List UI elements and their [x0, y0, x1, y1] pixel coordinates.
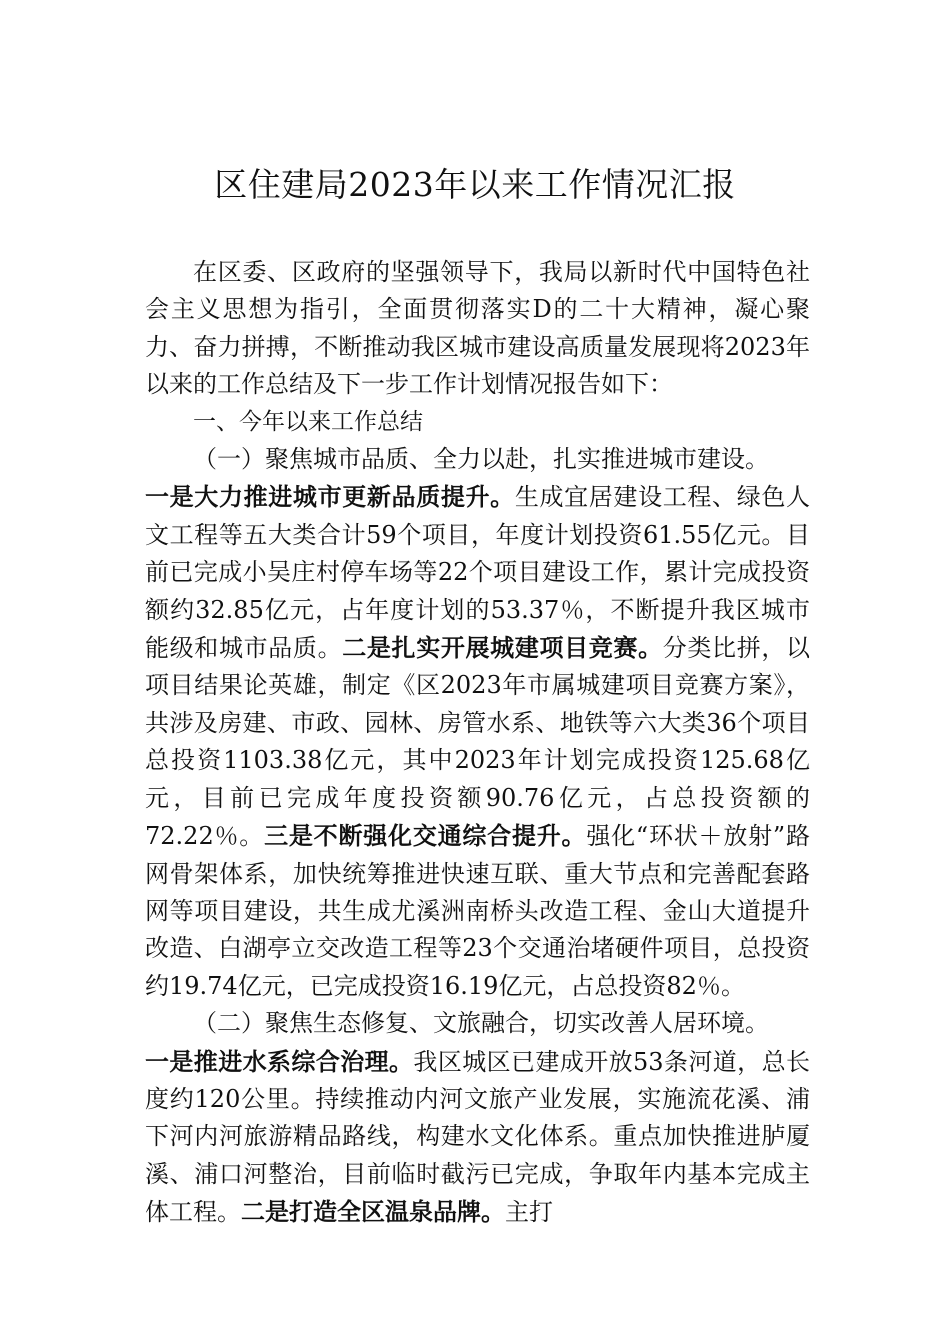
paragraph-text: 生成宜居建设工程、绿色人文工程等五大类合计59个项目，年度计划投资61.55亿元。目前已完成小吴庄村停车场等22个项目建设工作，累计完成投资额约32.85亿元，占年度计划的53.37％，不断提升我区城市能级和城市品质。 [145, 483, 811, 663]
paragraph-text: 分类比拼，以项目结果论英雄，制定《区2023年市属城建项目竞赛方案》，共涉及房建、市政、园林、房管水系、地铁等六大类36个项目总投资1103.38亿元，其中2023年计划完成投资125.68亿元，目前已完成年度投资额90.76亿元，占总投资额的72.22％。 [145, 634, 811, 851]
paragraph-text: 我区城区已建成开放53条河道，总长度约120公里。持续推动内河文旅产业发展，实施流花溪、浦下河内河旅游精品路线，构建水文化体系。重点加快推进胪厦溪、浦口河整治，目前临时截污已完成，争取年内基本完成主体工程。 [145, 1047, 810, 1227]
bold-lead: 一是大力推进城市更新品质提升。 [145, 482, 515, 512]
paragraph-text: 主打 [505, 1198, 553, 1227]
document-title: 区住建局2023年以来工作情况汇报 [214, 165, 736, 204]
bold-lead: 一是推进水系综合治理。 [145, 1046, 414, 1076]
subsection-heading: （一）聚焦城市品质、全力以赴，扎实推进城市建设。 [193, 445, 769, 474]
bold-lead: 二是扎实开展城建项目竞赛。 [342, 633, 663, 663]
intro-paragraph: 在区委、区政府的坚强领导下，我局以新时代中国特色社会主义思想为指引，全面贯彻落实D的二十大精神，凝心聚力、奋力拼搏，不断推动我区城市建设高质量发展现将2023年以来的工作总结及下一步工作计划情况报告如下： [145, 258, 810, 399]
subsection-heading: （二）聚焦生态修复、文旅融合，切实改善人居环境。 [193, 1009, 769, 1038]
document-body [145, 254, 810, 1232]
bold-lead: 三是不断强化交通综合提升。 [264, 821, 587, 851]
bold-lead: 二是打造全区温泉品牌。 [241, 1197, 505, 1227]
paragraph-text: 强化“环状＋放射”路网骨架体系，加快统筹推进快速互联、重大节点和完善配套路网等项目建设，共生成尤溪洲南桥头改造工程、金山大道提升改造、白湖亭立交改造工程等23个交通治堵硬件项目，总投资约19.74亿元，已完成投资16.19亿元，占总投资82％。 [145, 822, 810, 1000]
section-heading: 一、今年以来工作总结 [193, 408, 423, 435]
paragraph [145, 1043, 810, 1232]
paragraph [145, 478, 810, 1005]
